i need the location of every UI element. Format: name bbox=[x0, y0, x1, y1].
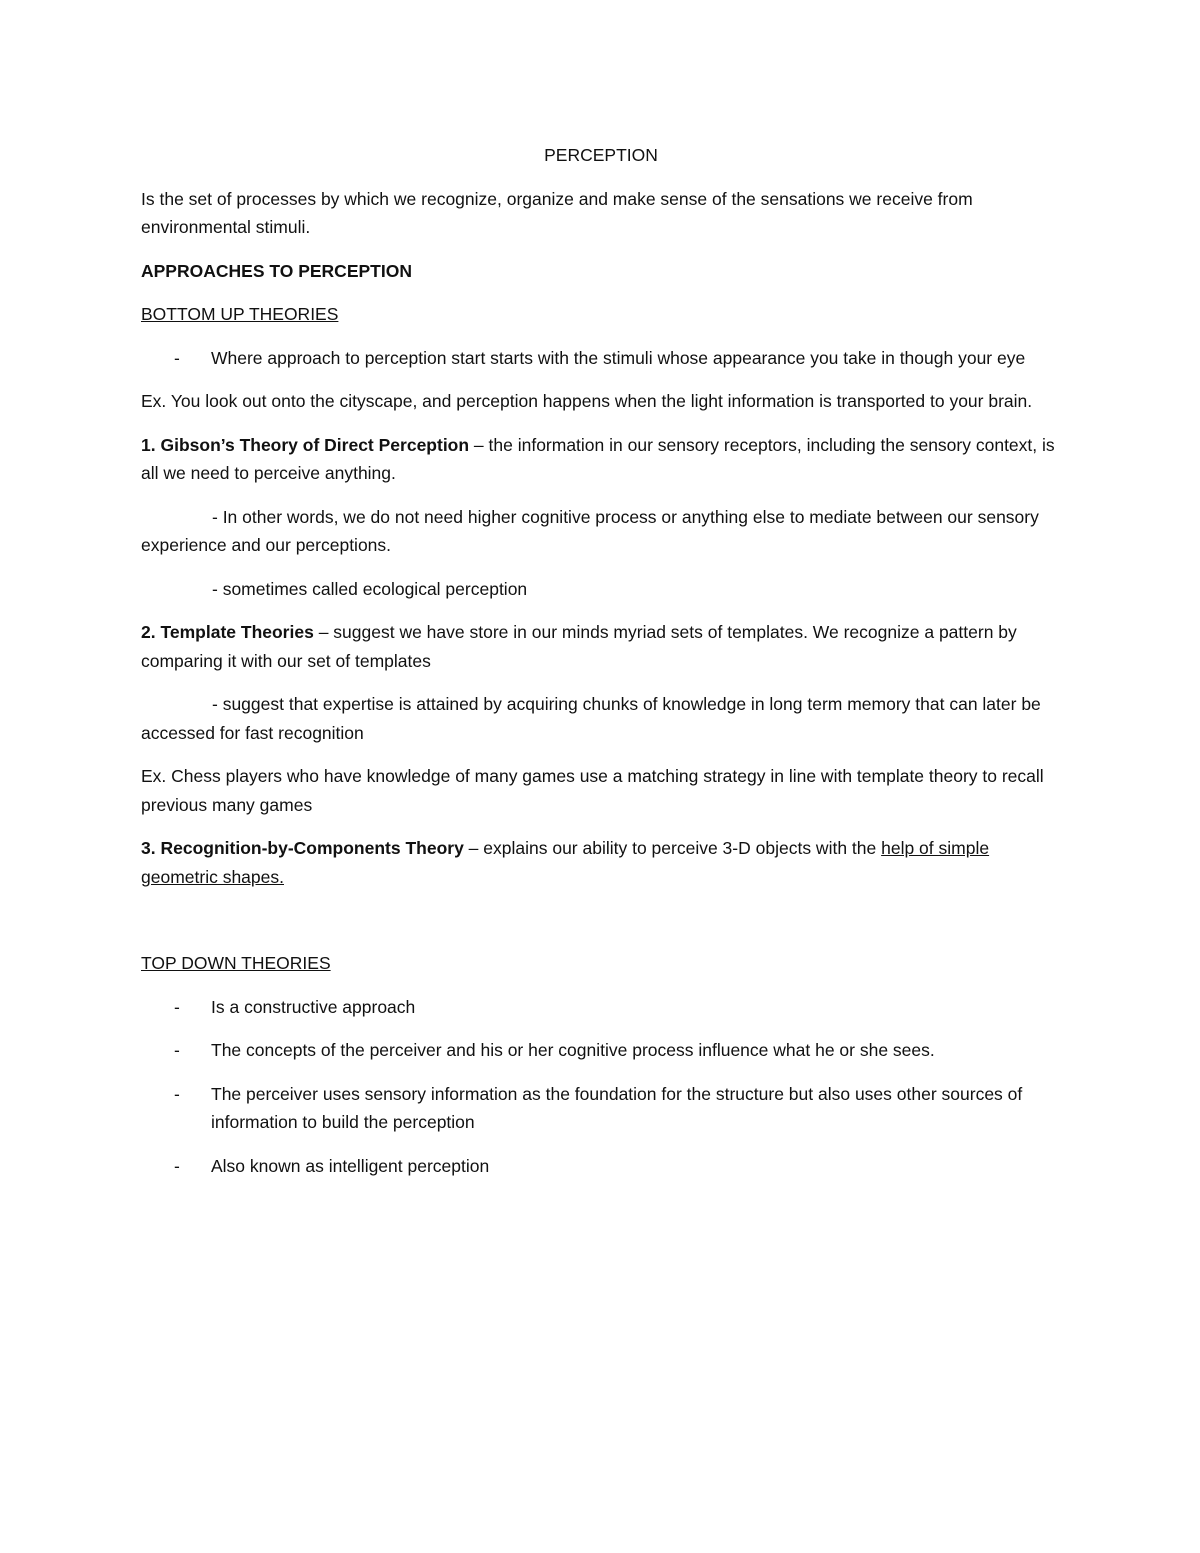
theory-2-description: – suggest we have store in our minds myriad sets of templates. We recognize a pattern by comparing it with our set of templates bbox=[141, 622, 1017, 671]
blank-line bbox=[141, 906, 1061, 949]
definition-paragraph: Is the set of processes by which we recognize, organize and make sense of the sensations we receive from environmental stimuli. bbox=[141, 188, 973, 237]
page-title: PERCEPTION bbox=[544, 145, 658, 165]
theory-1-paragraph bbox=[141, 431, 1061, 488]
bullet-text: Is a constructive approach bbox=[211, 996, 416, 1017]
bullet-dash: - bbox=[174, 1040, 180, 1060]
bullet-text: The perceiver uses sensory information as the foundation for the structure but also uses other sources of information to build the perception bbox=[211, 1083, 1023, 1132]
theory-2-paragraph bbox=[141, 618, 1061, 675]
bullet-text: The concepts of the perceiver and his or her cognitive process influence what he or she sees. bbox=[211, 1040, 935, 1060]
top-down-heading: TOP DOWN THEORIES bbox=[141, 953, 331, 973]
theory-3-name: Recognition-by-Components Theory bbox=[160, 838, 464, 858]
bullet-dash: - bbox=[174, 347, 180, 368]
top-down-bullet-3 bbox=[141, 1080, 1061, 1137]
bottom-up-heading: BOTTOM UP THEORIES bbox=[141, 304, 339, 324]
theory-3-description: – explains our ability to perceive 3-D objects with the bbox=[463, 838, 882, 858]
top-down-bullet-4 bbox=[141, 1152, 1061, 1181]
theory-1-name: Gibson’s Theory of Direct Perception bbox=[160, 434, 470, 455]
theory-3-paragraph bbox=[141, 834, 1061, 891]
bullet-text: Where approach to perception start starts with the stimuli whose appearance you take in though your eye bbox=[211, 347, 1026, 368]
theory-1-number: 1. bbox=[141, 434, 156, 455]
top-down-bullet-2 bbox=[141, 1036, 1061, 1065]
theory-3-number: 3. bbox=[141, 838, 156, 858]
bottom-up-bullet bbox=[141, 344, 1061, 373]
top-down-bullet-1 bbox=[141, 993, 1061, 1022]
bullet-dash: - bbox=[174, 996, 180, 1017]
theory-2-number: 2. bbox=[141, 622, 156, 642]
bullet-text: Also known as intelligent perception bbox=[211, 1155, 490, 1176]
theory-3-underlined-text: help of simple geometric shapes. bbox=[141, 838, 990, 887]
theory-1-description: – the information in our sensory receptors, including the sensory context, is all we need to perceive anything. bbox=[141, 434, 1055, 483]
approaches-heading: APPROACHES TO PERCEPTION bbox=[141, 260, 412, 281]
document-body bbox=[141, 141, 1061, 1195]
theory-1-note-1: - In other words, we do not need higher cognitive process or anything else to mediate between our sensory experience and our perceptions. bbox=[141, 506, 1039, 555]
bullet-dash: - bbox=[174, 1083, 180, 1104]
theory-2-note-1: - suggest that expertise is attained by acquiring chunks of knowledge in long term memory that can later be accessed for fast recognition bbox=[141, 694, 1041, 743]
bottom-up-example: Ex. You look out onto the cityscape, and perception happens when the light information is transported to your brain. bbox=[141, 391, 1033, 411]
theory-1-note-2: - sometimes called ecological perception bbox=[212, 578, 528, 599]
bullet-dash: - bbox=[174, 1155, 180, 1176]
theory-2-name: Template Theories bbox=[160, 622, 314, 642]
theory-2-example: Ex. Chess players who have knowledge of many games use a matching strategy in line with template theory to recall previous many games bbox=[141, 766, 1044, 815]
